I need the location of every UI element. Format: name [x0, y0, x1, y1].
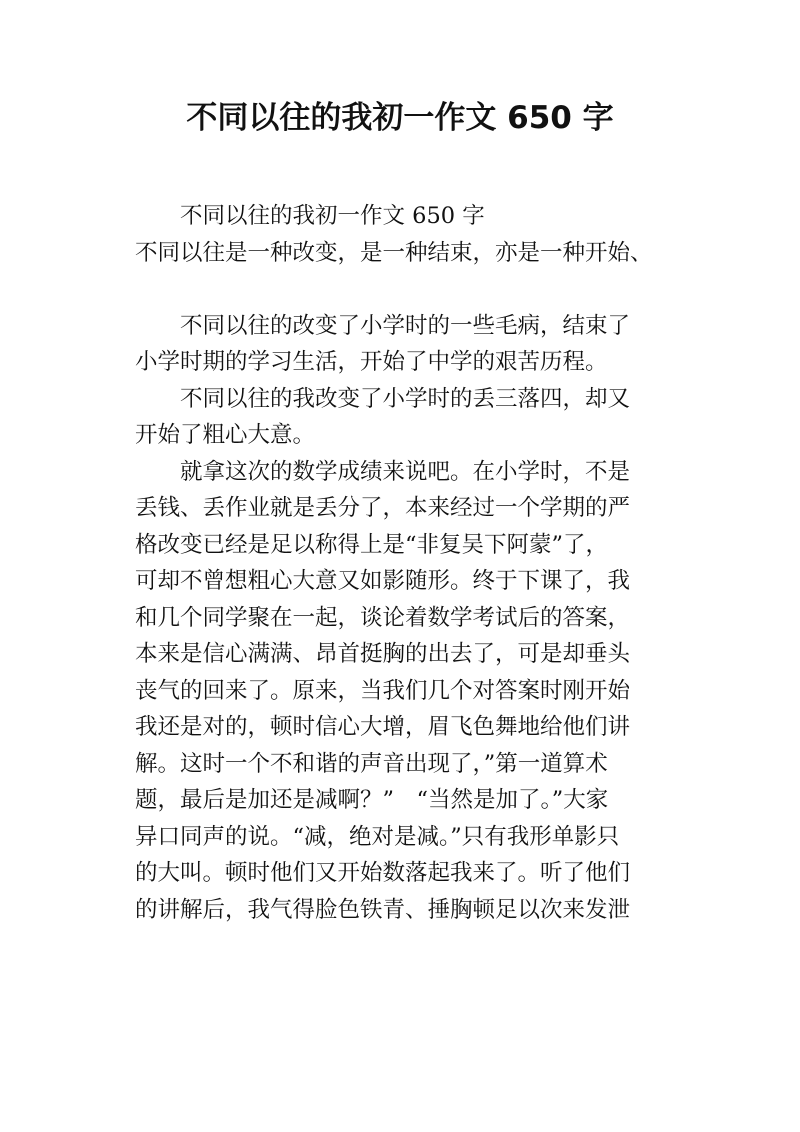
body-line: 解。这时一个不和谐的声音出现了，”第一道算术: [135, 750, 608, 777]
document-title: 不同以往的我初一作文 650 字: [186, 100, 614, 136]
body-line: 的大叫。顿时他们又开始数落起我来了。听了他们: [135, 860, 631, 886]
body-line: 丧气的回来了。原来，当我们几个对答案时刚开始: [135, 677, 631, 704]
body-line: 本来是信心满满、昂首挺胸的出去了，可是却垂头: [135, 641, 631, 667]
body-line: 不同以往的我改变了小学时的丢三落四，却又: [180, 385, 631, 412]
body-line: 不同以往的改变了小学时的一些毛病，结束了: [180, 312, 631, 339]
body-line: 格改变已经是足以称得上是“非复吴下阿蒙”了，: [135, 531, 609, 558]
document-body: [135, 198, 675, 928]
body-line: 异口同声的说。“减，绝对是减。”只有我形单影只: [135, 823, 620, 850]
body-line: 题，最后是加还是减啊？” “当然是加了。”大家: [135, 787, 609, 813]
body-line: 不同以往是一种改变，是一种结束，亦是一种开始、: [135, 239, 653, 266]
body-line: 不同以往的我初一作文 650 字: [180, 203, 485, 229]
body-line: 我还是对的，顿时信心大增，眉飞色舞地给他们讲: [135, 714, 631, 740]
body-line: 的讲解后，我气得脸色铁青、捶胸顿足以次来发泄: [135, 896, 631, 923]
body-line: 就拿这次的数学成绩来说吧。在小学时，不是: [180, 458, 631, 485]
body-line: 和几个同学聚在一起，谈论着数学考试后的答案，: [135, 604, 631, 631]
body-line: 小学时期的学习生活，开始了中学的艰苦历程。: [135, 349, 608, 375]
body-line: 可却不曾想粗心大意又如影随形。终于下课了，我: [135, 568, 631, 594]
body-line: 开始了粗心大意。: [135, 422, 316, 448]
blank-line: [135, 271, 675, 308]
body-line: 丢钱、丢作业就是丢分了，本来经过一个学期的严: [135, 495, 631, 521]
